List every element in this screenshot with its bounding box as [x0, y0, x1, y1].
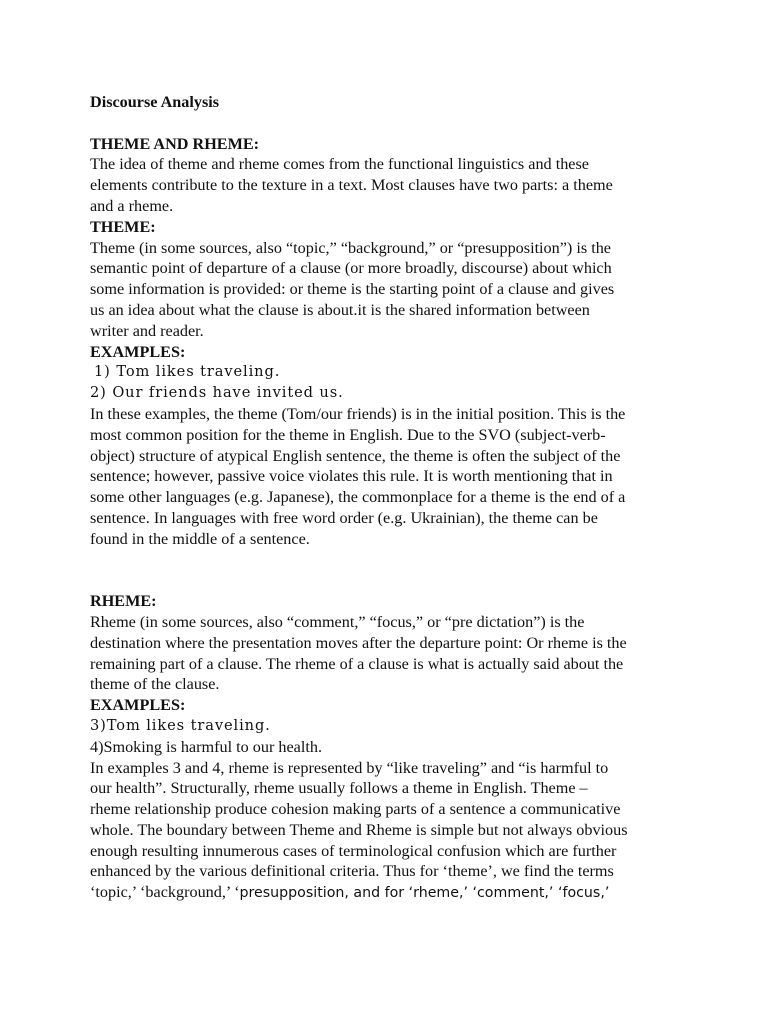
text-line: some information is provided: or theme is the starting point of a clause and gives: [90, 280, 615, 299]
text-line: writer and reader.: [90, 321, 204, 340]
text-line: and a rheme.: [90, 196, 174, 215]
text-line: The idea of theme and rheme comes from the functional linguistics and these: [90, 155, 589, 174]
text-line: object) structure of atypical English sentence, the theme is often the subject of the: [90, 446, 621, 465]
paragraph-spacer: [90, 550, 690, 592]
text-line: In examples 3 and 4, rheme is represented by “like traveling” and “is harmful to: [90, 758, 609, 777]
text-line: found in the middle of a sentence.: [90, 529, 310, 548]
text-line: enough resulting innumerous cases of terminological confusion which are further: [90, 841, 617, 860]
example-line-1: 1) Tom likes traveling.: [94, 363, 281, 381]
text-line: In these examples, the theme (Tom/our friends) is in the initial position. This is the: [90, 404, 626, 423]
text-line: enhanced by the various definitional criteria. Thus for ‘theme’, we find the terms: [90, 862, 614, 881]
text-line-last: [90, 882, 690, 904]
text-line: sentence. In languages with free word order (e.g. Ukrainian), the theme can be: [90, 508, 598, 527]
examples-heading-rheme: EXAMPLES:: [90, 696, 186, 715]
text-line: most common position for the theme in English. Due to the SVO (subject-verb-: [90, 425, 606, 444]
document-page: [90, 92, 690, 904]
text-line: theme of the clause.: [90, 675, 220, 694]
last-line-serif-part: ‘topic,’ ‘background,’ ‘: [90, 883, 240, 902]
text-line: us an idea about what the clause is about.it is the shared information between: [90, 300, 590, 319]
examples-heading-theme: EXAMPLES:: [90, 342, 186, 361]
text-line: sentence; however, passive voice violates this rule. It is worth mentioning that in: [90, 467, 613, 486]
text-line: some other languages (e.g. Japanese), the commonplace for a theme is the end of a: [90, 488, 626, 507]
section-heading-theme: THEME:: [90, 217, 156, 236]
section-heading-rheme: RHEME:: [90, 592, 157, 611]
example-line-3: 3)Tom likes traveling.: [90, 716, 271, 734]
text-line: our health”. Structurally, rheme usually follows a theme in English. Theme –: [90, 779, 588, 798]
example-line-2: 2) Our friends have invited us.: [90, 384, 344, 402]
text-line: whole. The boundary between Theme and Rheme is simple but not always obvious: [90, 820, 628, 839]
document-title: Discourse Analysis: [90, 93, 220, 111]
text-line: rheme relationship produce cohesion making parts of a sentence a communicative: [90, 800, 621, 819]
text-line: elements contribute to the texture in a text. Most clauses have two parts: a theme: [90, 176, 613, 195]
text-line: semantic point of departure of a clause (or more broadly, discourse) about which: [90, 259, 612, 278]
example-line-4: 4)Smoking is harmful to our health.: [90, 737, 322, 756]
text-line: Theme (in some sources, also “topic,” “background,” or “presupposition”) is the: [90, 238, 611, 257]
text-line: destination where the presentation moves after the departure point: Or rheme is the: [90, 633, 627, 652]
text-line: remaining part of a clause. The rheme of a clause is what is actually said about the: [90, 654, 624, 673]
text-line: Rheme (in some sources, also “comment,” “focus,” or “pre dictation”) is the: [90, 612, 585, 631]
section-heading-theme-and-rheme: THEME AND RHEME:: [90, 134, 260, 153]
last-line-sans-part: presupposition, and for ‘rheme,’ ‘comment,’ ‘focus,’: [239, 885, 610, 902]
